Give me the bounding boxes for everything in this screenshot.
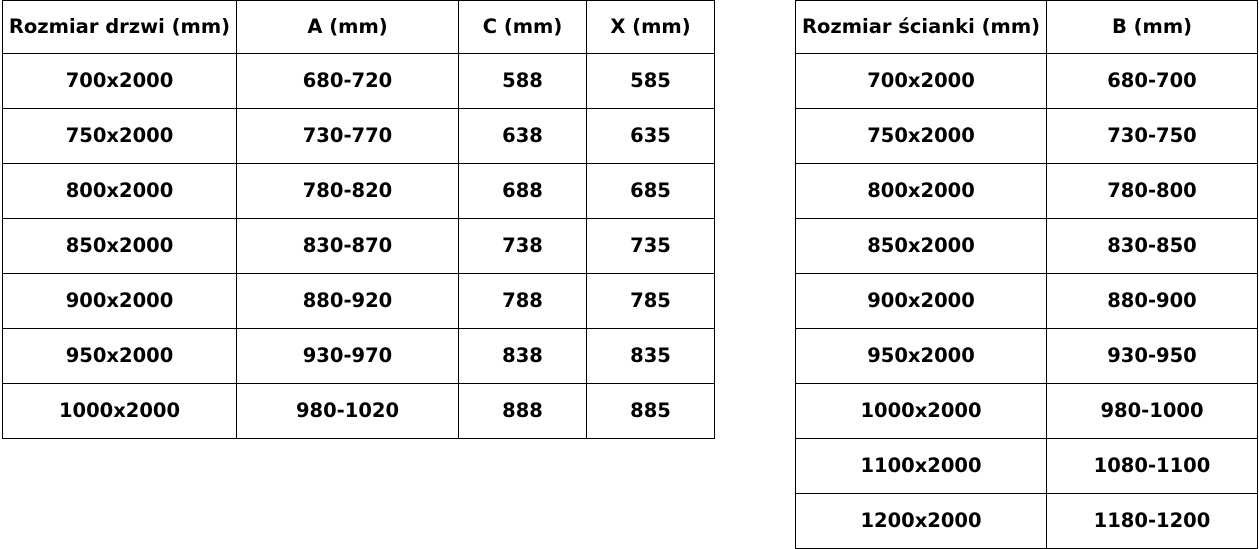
cell-a: 980-1020 (237, 384, 459, 439)
cell-wall-size: 750x2000 (796, 109, 1047, 164)
cell-x: 835 (587, 329, 715, 384)
table-row (3, 329, 715, 384)
table-row (796, 494, 1258, 549)
cell-b: 1180-1200 (1047, 494, 1258, 549)
cell-b: 1080-1100 (1047, 439, 1258, 494)
table-row (796, 54, 1258, 109)
cell-b: 880-900 (1047, 274, 1258, 329)
cell-b: 730-750 (1047, 109, 1258, 164)
cell-b: 930-950 (1047, 329, 1258, 384)
cell-b: 780-800 (1047, 164, 1258, 219)
cell-wall-size: 800x2000 (796, 164, 1047, 219)
cell-c: 788 (459, 274, 587, 329)
cell-b: 830-850 (1047, 219, 1258, 274)
cell-x: 635 (587, 109, 715, 164)
table-row (796, 384, 1258, 439)
cell-c: 838 (459, 329, 587, 384)
table-row (3, 54, 715, 109)
cell-wall-size: 1000x2000 (796, 384, 1047, 439)
cell-door-size: 700x2000 (3, 54, 237, 109)
cell-wall-size: 1100x2000 (796, 439, 1047, 494)
cell-x: 585 (587, 54, 715, 109)
cell-a: 780-820 (237, 164, 459, 219)
cell-door-size: 950x2000 (3, 329, 237, 384)
table-row (3, 164, 715, 219)
cell-x: 885 (587, 384, 715, 439)
cell-c: 638 (459, 109, 587, 164)
column-header-c: C (mm) (459, 1, 587, 54)
table-row (796, 164, 1258, 219)
cell-x: 735 (587, 219, 715, 274)
cell-c: 688 (459, 164, 587, 219)
column-header-wall-size: Rozmiar ścianki (mm) (796, 1, 1047, 54)
cell-wall-size: 850x2000 (796, 219, 1047, 274)
column-header-a: A (mm) (237, 1, 459, 54)
column-header-b: B (mm) (1047, 1, 1258, 54)
cell-c: 588 (459, 54, 587, 109)
doors-size-table (2, 0, 715, 439)
table-header-row (3, 1, 715, 54)
cell-b: 680-700 (1047, 54, 1258, 109)
table-row (796, 109, 1258, 164)
cell-c: 888 (459, 384, 587, 439)
cell-b: 980-1000 (1047, 384, 1258, 439)
table-row (3, 384, 715, 439)
cell-c: 738 (459, 219, 587, 274)
table-row (796, 439, 1258, 494)
cell-door-size: 850x2000 (3, 219, 237, 274)
wall-size-table (795, 0, 1258, 549)
cell-wall-size: 900x2000 (796, 274, 1047, 329)
cell-a: 880-920 (237, 274, 459, 329)
cell-a: 930-970 (237, 329, 459, 384)
cell-x: 685 (587, 164, 715, 219)
table-row (796, 329, 1258, 384)
cell-door-size: 1000x2000 (3, 384, 237, 439)
column-header-x: X (mm) (587, 1, 715, 54)
cell-x: 785 (587, 274, 715, 329)
table-row (3, 274, 715, 329)
cell-a: 730-770 (237, 109, 459, 164)
table-header-row (796, 1, 1258, 54)
column-header-door-size: Rozmiar drzwi (mm) (3, 1, 237, 54)
cell-a: 680-720 (237, 54, 459, 109)
cell-wall-size: 1200x2000 (796, 494, 1047, 549)
cell-door-size: 900x2000 (3, 274, 237, 329)
cell-door-size: 800x2000 (3, 164, 237, 219)
doors-size-table-container (2, 0, 715, 439)
table-row (796, 219, 1258, 274)
wall-size-table-container (795, 0, 1258, 549)
table-row (3, 109, 715, 164)
table-row (3, 219, 715, 274)
cell-wall-size: 700x2000 (796, 54, 1047, 109)
cell-a: 830-870 (237, 219, 459, 274)
table-row (796, 274, 1258, 329)
cell-wall-size: 950x2000 (796, 329, 1047, 384)
cell-door-size: 750x2000 (3, 109, 237, 164)
